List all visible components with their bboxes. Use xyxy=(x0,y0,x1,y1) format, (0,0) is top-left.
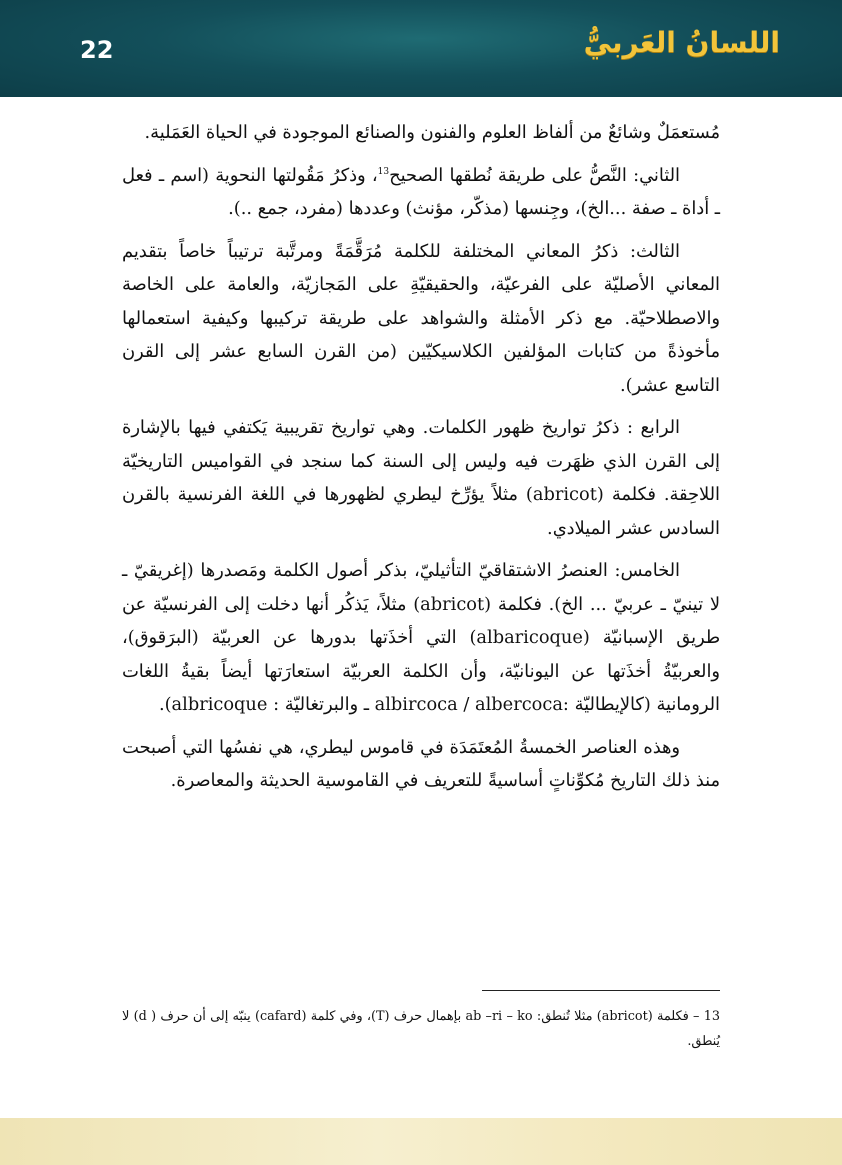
footnote-marker: 13 xyxy=(377,166,390,177)
page-footer-band xyxy=(0,1118,842,1165)
paragraph-closing: وهذه العناصر الخمسةُ المُعتَمَدَة في قاموس ليطري، هي نفسُها التي أصبحت منذ ذلك التاريخ مُكوِّناتٍ أساسيةً للتعريف في القاموسية الحديثة والمعاصرة. xyxy=(122,736,720,791)
paragraph-third: الثالث: ذكرُ المعاني المختلفة للكلمة مُرَقَّمَةً ومرتَّبة ترتيباً خاصاً بتقديم المعاني الأصليّة على الفرعيّة، والحقيقيّةِ على المَجازيّة، والعامة على الخاصة والاصطلاحيّة. مع ذكر الأمثلة والشواهد على طريقة تركيبها وكيفية استعمالها مأخوذةً من كتابات المؤلفين الكلاسيكيّين (من القرن السابع عشر إلى القرن التاسع عشر). xyxy=(122,240,720,396)
paragraph-second-text-start: الثاني: النَّصُّ على طريقة نُطقها الصحيح xyxy=(389,164,680,186)
journal-logo: اللسانُ العَربيُّ xyxy=(583,26,780,59)
main-text xyxy=(122,116,720,798)
paragraph-second-text-end: ، وذكرُ مَقُولتها النحوية (اسم ـ فعل ـ أداة ـ صفة ...الخ)، وجِنسها (مذكّر، مؤنث) وعددها (مفرد، جمع ..). xyxy=(122,164,720,219)
paragraph-intro: مُستعمَلٌ وشائعٌ من ألفاظ العلوم والفنون والصنائع الموجودة في الحياة العَمَلية. xyxy=(144,122,720,143)
page-header xyxy=(0,0,842,97)
footnote-13: 13 – فكلمة (abricot) مثلا تُنطق: ab –ri – ko بإهمال حرف (T)، وفي كلمة (cafard) ينبّه إلى أن حرف ( d) لا يُنطق. xyxy=(122,1009,720,1049)
page-number: 22 xyxy=(80,36,114,64)
footnote-divider xyxy=(482,990,720,991)
paragraph-fourth: الرابع : ذكرُ تواريخ ظهور الكلمات. وهي تواريخ تقريبية يَكتفي فيها بالإشارة إلى القرن الذي ظهَرت فيه وليس إلى السنة كما سنجد في القواميس التاريخيّة اللاحِقة. فكلمة (abricot) مثلاً يؤرِّخ ليطري لظهورها في اللغة الفرنسية بالقرن السادس عشر الميلادي. xyxy=(122,417,720,539)
paragraph-second xyxy=(122,159,720,226)
paragraph-fifth: الخامس: العنصرُ الاشتقاقيّ التأثيليّ، بذكر أصول الكلمة ومَصدرها (إغريقيّ ـ لا تينيّ ـ عربيّ ... الخ). فكلمة (abricot) مثلاً، يَذكُر أنها دخلت إلى الفرنسيّة عن طريق الإسبانيّة (albaricoque) التي أخذَتها بدورها عن العربيّة (البرَقوق)، والعربيّةُ أخذَتها عن اليونانيّة، وأن الكلمة العربيّة استعارَتها أيضاً بقيةُ اللغات الرومانية (كالإيطاليّة :albircoca / albercoca ـ والبرتغاليّة : albricoque). xyxy=(122,560,721,715)
